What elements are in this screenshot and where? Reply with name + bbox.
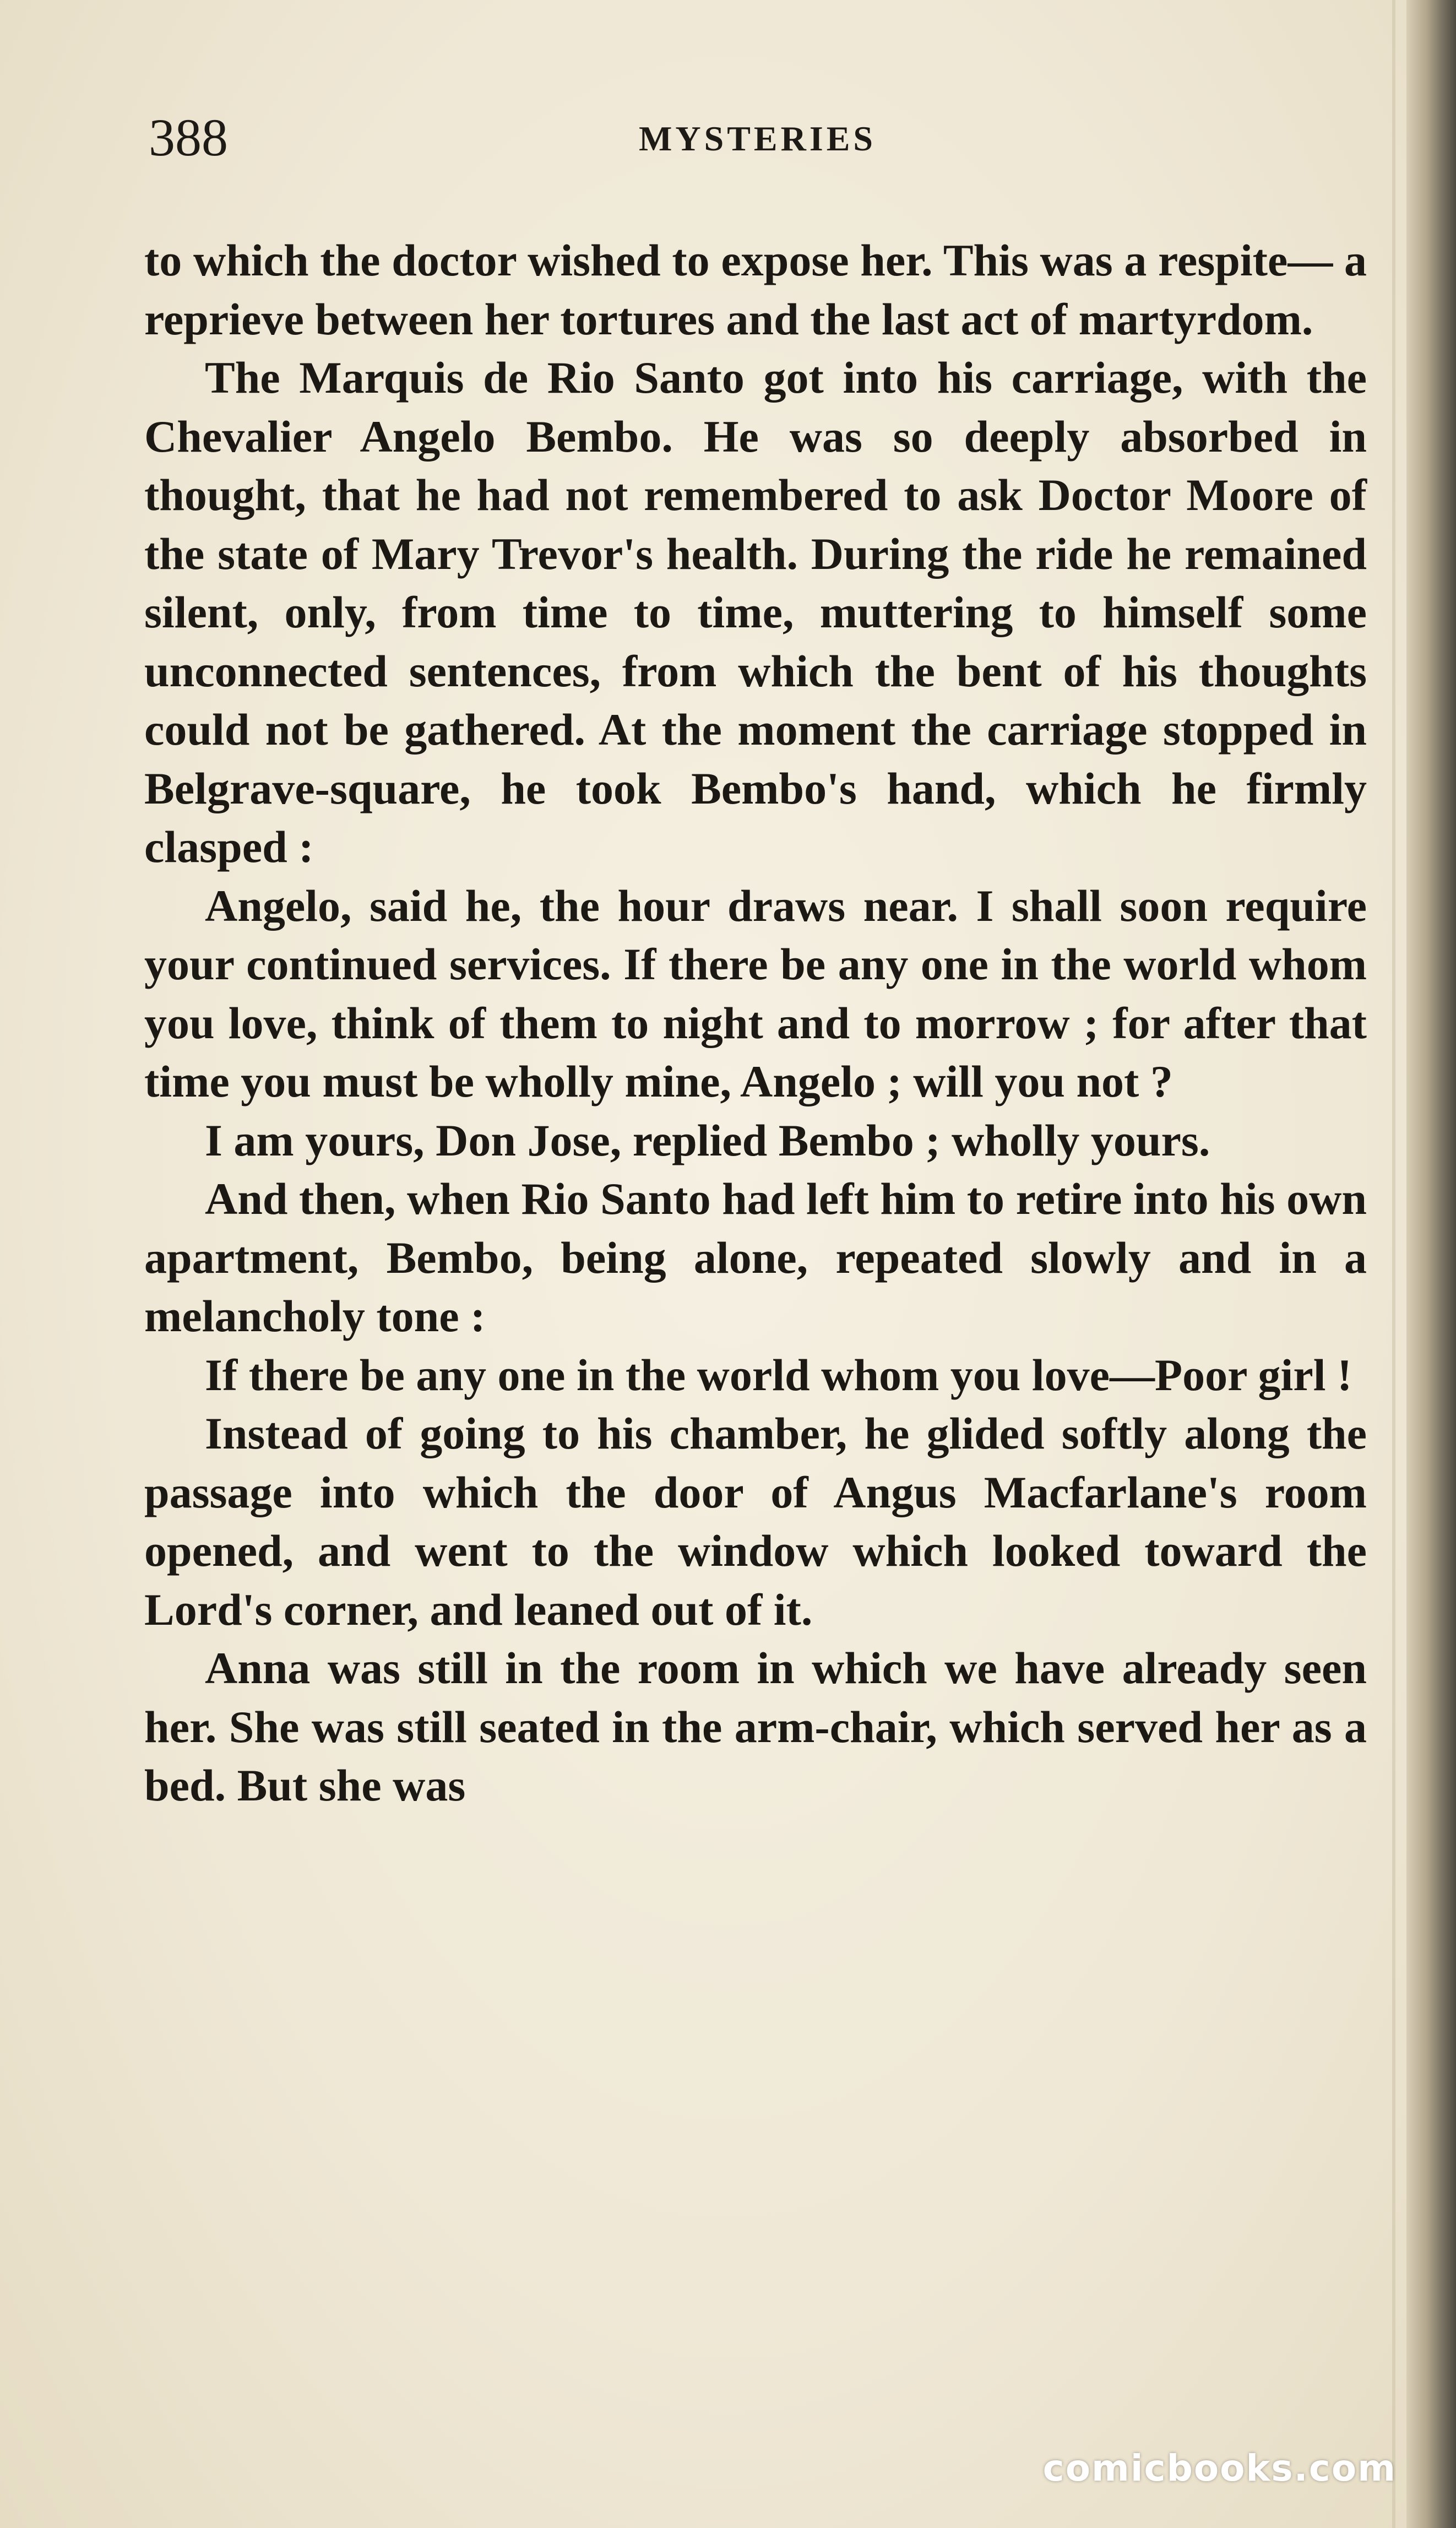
page-body xyxy=(144,231,1367,1815)
paragraph: Instead of going to his chamber, he glided softly along the passage into which the door of Angus Macfarlane's room opened, and went to the window which looked toward the Lord's corner, and leaned out of it. xyxy=(144,1408,1367,1635)
paragraph: Angelo, said he, the hour draws near. I shall soon require your continued services. If there be any one in the world whom you love, think of them to night and to morrow ; for after that time you must be wholly mine, Angelo ; will you not ? xyxy=(144,880,1367,1106)
source-watermark: comicbooks.com xyxy=(1042,2447,1397,2489)
paragraph-continued: to which the doctor wished to expose her. This was a respite— a reprieve between her tortures and the last act of martyrdom. xyxy=(144,235,1367,344)
page-binding-edge xyxy=(1406,0,1456,2528)
paragraph: I am yours, Don Jose, replied Bembo ; wholly yours. xyxy=(205,1115,1210,1165)
page-number: 388 xyxy=(149,108,228,167)
paragraph: And then, when Rio Santo had left him to retire into his own apartment, Bembo, being alone, repeated slowly and in a melancholy tone : xyxy=(144,1174,1367,1341)
page-header xyxy=(149,105,1360,171)
paragraph: The Marquis de Rio Santo got into his carriage, with the Chevalier Angelo Bembo. He was so deeply absorbed in thought, that he had not remembered to ask Doctor Moore of the state of Mary Trevor's health. During the ride he remained silent, only, from time to time, muttering to himself some unconnected sentences, from which the bent of his thoughts could not be gathered. At the moment the carriage stopped in Belgrave-square, he took Bembo's hand, which he firmly clasped : xyxy=(144,352,1367,872)
paragraph: If there be any one in the world whom you love—Poor girl ! xyxy=(205,1349,1352,1400)
running-head: MYSTERIES xyxy=(639,119,876,158)
paragraph: Anna was still in the room in which we have already seen her. She was still seated in the arm-chair, which served her as a bed. But she was xyxy=(144,1643,1367,1810)
page-edge-shadow xyxy=(1392,0,1395,2528)
